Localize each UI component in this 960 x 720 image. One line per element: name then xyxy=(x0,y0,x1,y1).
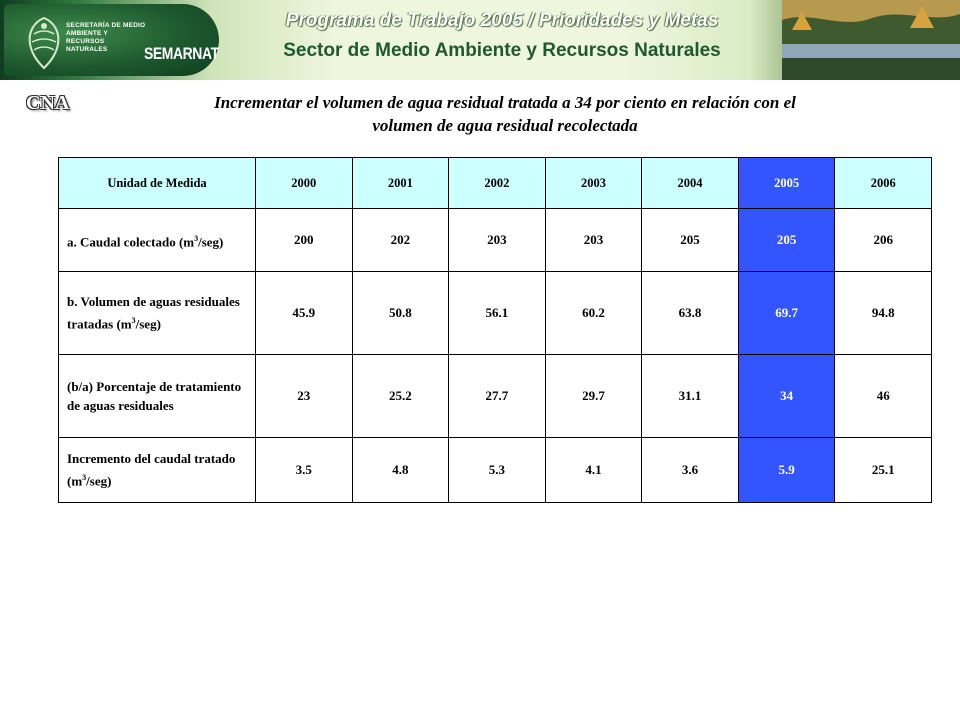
header-year: 2006 xyxy=(835,158,932,209)
table-cell: 63.8 xyxy=(642,272,739,355)
table-cell: 5.3 xyxy=(449,438,546,503)
table-cell: 25.2 xyxy=(352,355,449,438)
goal-subtitle xyxy=(140,91,870,137)
table-cell: 23 xyxy=(256,355,353,438)
header-year-highlight: 2005 xyxy=(738,158,835,209)
table-cell: 31.1 xyxy=(642,355,739,438)
row-label: a. Caudal colectado $(m^3/seg)$ xyxy=(59,209,256,272)
goal-subtitle-line1: Incrementar el volumen de agua residual tratada a 34 por ciento en relación con el xyxy=(214,93,796,112)
row-label: b. Volumen de aguas residuales tratadas $(m^3/seg)$ xyxy=(59,272,256,355)
table-row xyxy=(59,355,932,438)
table-row xyxy=(59,209,932,272)
logo-secretaria-text: SECRETARÍA DE MEDIO AMBIENTE Y RECURSOS NATURALES xyxy=(66,22,146,53)
logo-semarnat-text: SEMARNAT xyxy=(144,44,219,63)
table-header-row xyxy=(59,158,932,209)
row-label: Incremento del caudal tratado $(m^3/seg)$ xyxy=(59,438,256,503)
table-cell: 206 xyxy=(835,209,932,272)
header-year: 2000 xyxy=(256,158,353,209)
table-row xyxy=(59,272,932,355)
table-row xyxy=(59,438,932,503)
header-unit: Unidad de Medida xyxy=(59,158,256,209)
goal-subtitle-line2: volumen de agua residual recolectada xyxy=(372,116,638,135)
metrics-table xyxy=(58,157,932,503)
table-cell: 94.8 xyxy=(835,272,932,355)
table-cell: 4.8 xyxy=(352,438,449,503)
eagle-emblem-icon xyxy=(20,14,68,72)
table-cell: 29.7 xyxy=(545,355,642,438)
header-year: 2004 xyxy=(642,158,739,209)
program-title: Programa de Trabajo 2005 / Prioridades y Metas xyxy=(285,10,719,31)
landscape-photo xyxy=(782,0,960,80)
table-cell: 3.6 xyxy=(642,438,739,503)
header-year: 2003 xyxy=(545,158,642,209)
sector-title: Sector de Medio Ambiente y Recursos Naturales xyxy=(283,40,721,61)
table-cell: 203 xyxy=(449,209,546,272)
table-cell-highlight: 69.7 xyxy=(738,272,835,355)
semarnat-logo xyxy=(4,4,219,76)
table-cell: 60.2 xyxy=(545,272,642,355)
table-cell-highlight: 205 xyxy=(738,209,835,272)
table-cell: 56.1 xyxy=(449,272,546,355)
table-cell: 45.9 xyxy=(256,272,353,355)
table-cell: 205 xyxy=(642,209,739,272)
table-cell: 25.1 xyxy=(835,438,932,503)
table-cell: 203 xyxy=(545,209,642,272)
table-cell: 27.7 xyxy=(449,355,546,438)
table-cell: 50.8 xyxy=(352,272,449,355)
table-cell-highlight: 5.9 xyxy=(738,438,835,503)
header-year: 2002 xyxy=(449,158,546,209)
table-cell-highlight: 34 xyxy=(738,355,835,438)
table-cell: 4.1 xyxy=(545,438,642,503)
table-cell: 3.5 xyxy=(256,438,353,503)
table-cell: 202 xyxy=(352,209,449,272)
row-label: (b/a) Porcentaje de tratamiento de aguas residuales xyxy=(59,355,256,438)
table-cell: 46 xyxy=(835,355,932,438)
header-year: 2001 xyxy=(352,158,449,209)
agency-label: CNA xyxy=(26,92,70,114)
table-cell: 200 xyxy=(256,209,353,272)
header-banner xyxy=(0,0,960,80)
